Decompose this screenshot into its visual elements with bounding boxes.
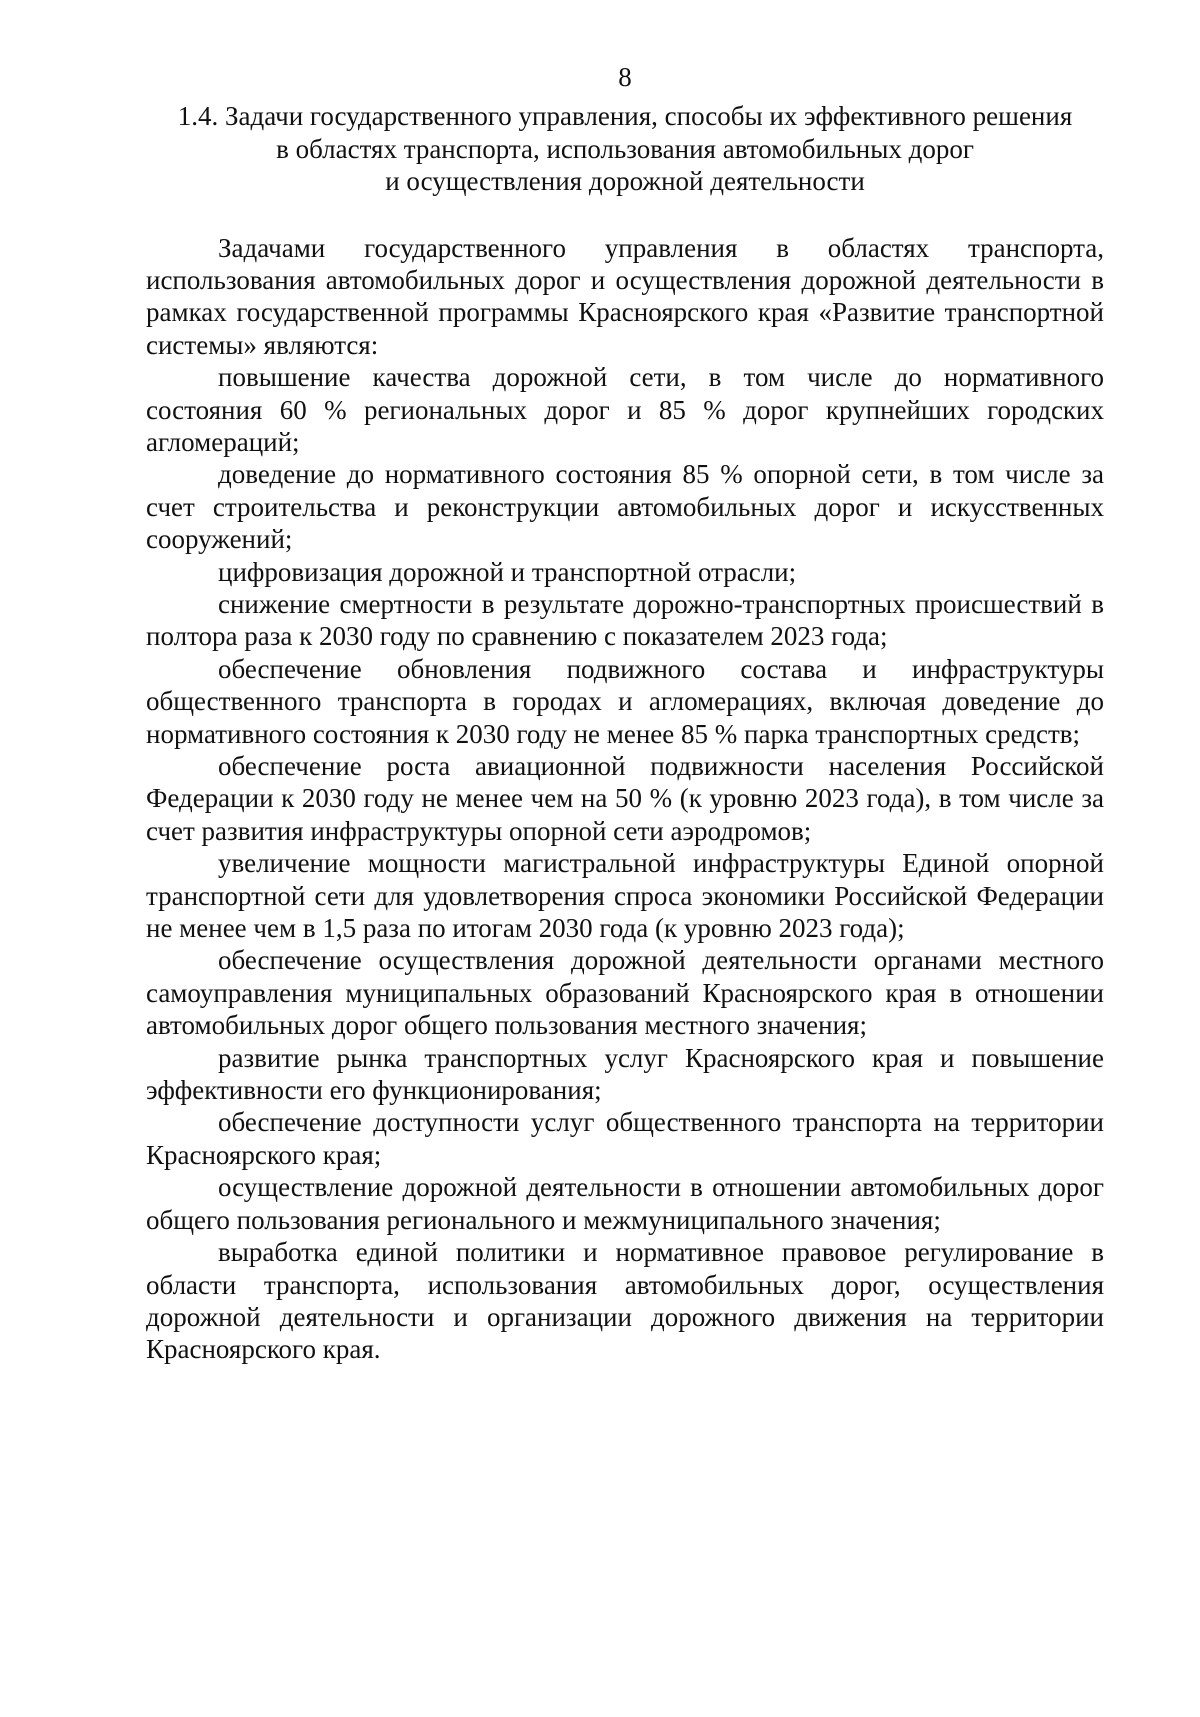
task-item: повышение качества дорожной сети, в том числе до нормативного состояния 60 % региональных дорог и 85 % дорог крупнейших городских агломераций; [146,362,1104,457]
task-item: снижение смертности в результате дорожно-транспортных происшествий в полтора раза к 2030 году по сравнению с показателем 2023 года; [146,588,1104,652]
task-item: доведение до нормативного состояния 85 % опорной сети, в том числе за счет строительства и реконструкции автомобильных дорог и искусственных сооружений; [146,459,1104,555]
task-item: обеспечение роста авиационной подвижности населения Российской Федерации к 2030 году не менее чем на 50 % (к уровню 2023 года), в том числе за счет развития инфраструктуры опорной сети аэродромов; [146,751,1104,846]
task-item: цифровизация дорожной и транспортной отрасли; [218,556,797,587]
section-body [146,232,1104,1366]
document-page [146,60,1104,1366]
heading-line: в областях транспорта, использования автомобильных дорог [276,133,974,164]
section-heading [146,100,1104,198]
task-item: обеспечение обновления подвижного состава и инфраструктуры общественного транспорта в городах и агломерациях, включая доведение до нормативного состояния к 2030 году не менее 85 % парка транспортных средств; [146,653,1104,749]
task-item: выработка единой политики и нормативное правовое регулирование в области транспорта, использования автомобильных дорог, осуществления дорожной деятельности и организации дорожного движения на территории Красноярского края. [146,1237,1104,1365]
task-item: обеспечение доступности услуг общественного транспорта на территории Красноярского края; [146,1107,1104,1170]
intro-paragraph: Задачами государственного управления в областях транспорта, использования автомобильных дорог и осуществления дорожной деятельности в рамках государственной программы Красноярского края «Развитие транспортной системы» являются: [146,232,1104,360]
task-item: осуществление дорожной деятельности в отношении автомобильных дорог общего пользования регионального и межмуниципального значения; [146,1172,1104,1235]
page-number: 8 [618,62,632,92]
task-item: обеспечение осуществления дорожной деятельности органами местного самоуправления муниципальных образований Красноярского края в отношении автомобильных дорог общего пользования местного значения; [146,945,1104,1041]
task-item: развитие рынка транспортных услуг Красноярского края и повышение эффективности его функционирования; [146,1042,1104,1106]
heading-line: 1.4. Задачи государственного управления, способы их эффективного решения [177,101,1073,131]
task-item: увеличение мощности магистральной инфраструктуры Единой опорной транспортной сети для удовлетворения спроса экономики Российской Федерации не менее чем в 1,5 раза по итогам 2030 года (к уровню 2023 года); [146,848,1104,944]
heading-line: и осуществления дорожной деятельности [385,166,865,196]
